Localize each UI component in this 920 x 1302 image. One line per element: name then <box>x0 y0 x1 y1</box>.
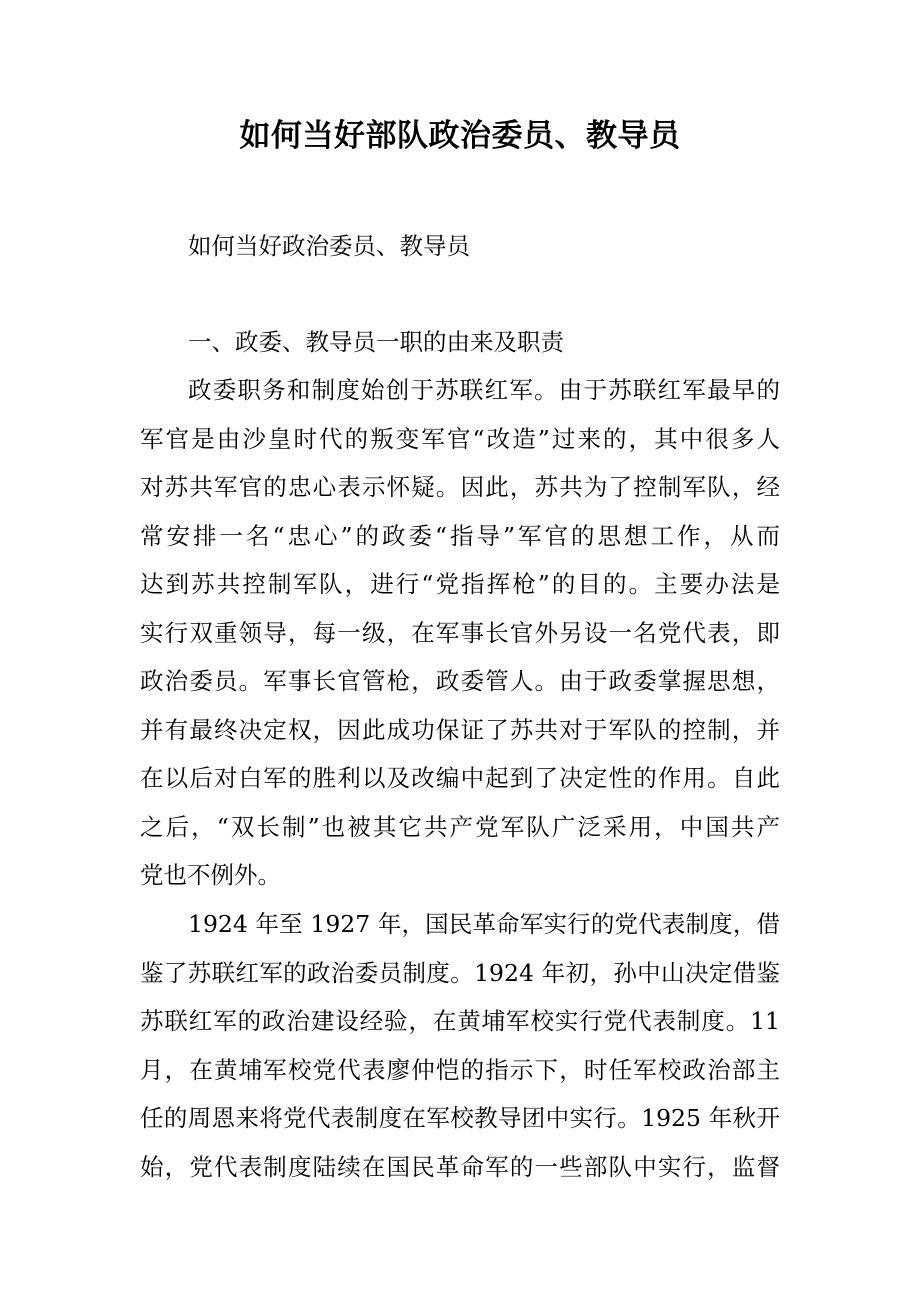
paragraph-line: 鉴了苏联红军的政治委员制度。1924 年初，孙中山决定借鉴 <box>140 958 780 987</box>
paragraph-line: 始，党代表制度陆续在国民革命军的一些部队中实行，监督 <box>140 1152 780 1181</box>
paragraph-1 <box>140 366 780 900</box>
paragraph-line: 达到苏共控制军队，进行“党指挥枪”的目的。主要办法是 <box>140 570 780 598</box>
document-title: 如何当好部队政治委员、教导员 <box>239 118 681 154</box>
paragraph-line: 军官是由沙皇时代的叛变军官“改造”过来的，其中很多人 <box>140 424 780 453</box>
paragraph-line: 月，在黄埔军校党代表廖仲恺的指示下，时任军校政治部主 <box>140 1055 780 1084</box>
paragraph-line: 之后，“双长制”也被其它共产党军队广泛采用，中国共产 <box>140 812 780 841</box>
paragraph-line: 任的周恩来将党代表制度在军校教导团中实行。1925 年秋开 <box>140 1104 780 1132</box>
paragraph-line: 对苏共军官的忠心表示怀疑。因此，苏共为了控制军队，经 <box>140 473 780 501</box>
paragraph-line: 政治委员。军事长官管枪，政委管人。由于政委掌握思想， <box>140 667 780 695</box>
paragraph-line: 苏联红军的政治建设经验，在黄埔军校实行党代表制度。11 <box>140 1007 780 1035</box>
paragraph-line: 在以后对白军的胜利以及改编中起到了决定性的作用。自此 <box>140 764 780 792</box>
paragraph-line: 政委职务和制度始创于苏联红军。由于苏联红军最早的 <box>188 376 780 404</box>
paragraph-2 <box>140 900 780 1191</box>
paragraph-line: 并有最终决定权，因此成功保证了苏共对于军队的控制，并 <box>140 715 780 744</box>
paragraph-line: 1924 年至 1927 年，国民革命军实行的党代表制度，借 <box>188 910 780 938</box>
paragraph-line: 党也不例外。 <box>140 861 281 889</box>
section-heading: 一、政委、教导员一职的由来及职责 <box>188 328 564 356</box>
paragraph-line: 常安排一名“忠心”的政委“指导”军官的思想工作，从而 <box>140 521 780 550</box>
document-subtitle: 如何当好政治委员、教导员 <box>188 232 470 260</box>
paragraph-line: 实行双重领导，每一级，在军事长官外另设一名党代表，即 <box>140 618 780 647</box>
